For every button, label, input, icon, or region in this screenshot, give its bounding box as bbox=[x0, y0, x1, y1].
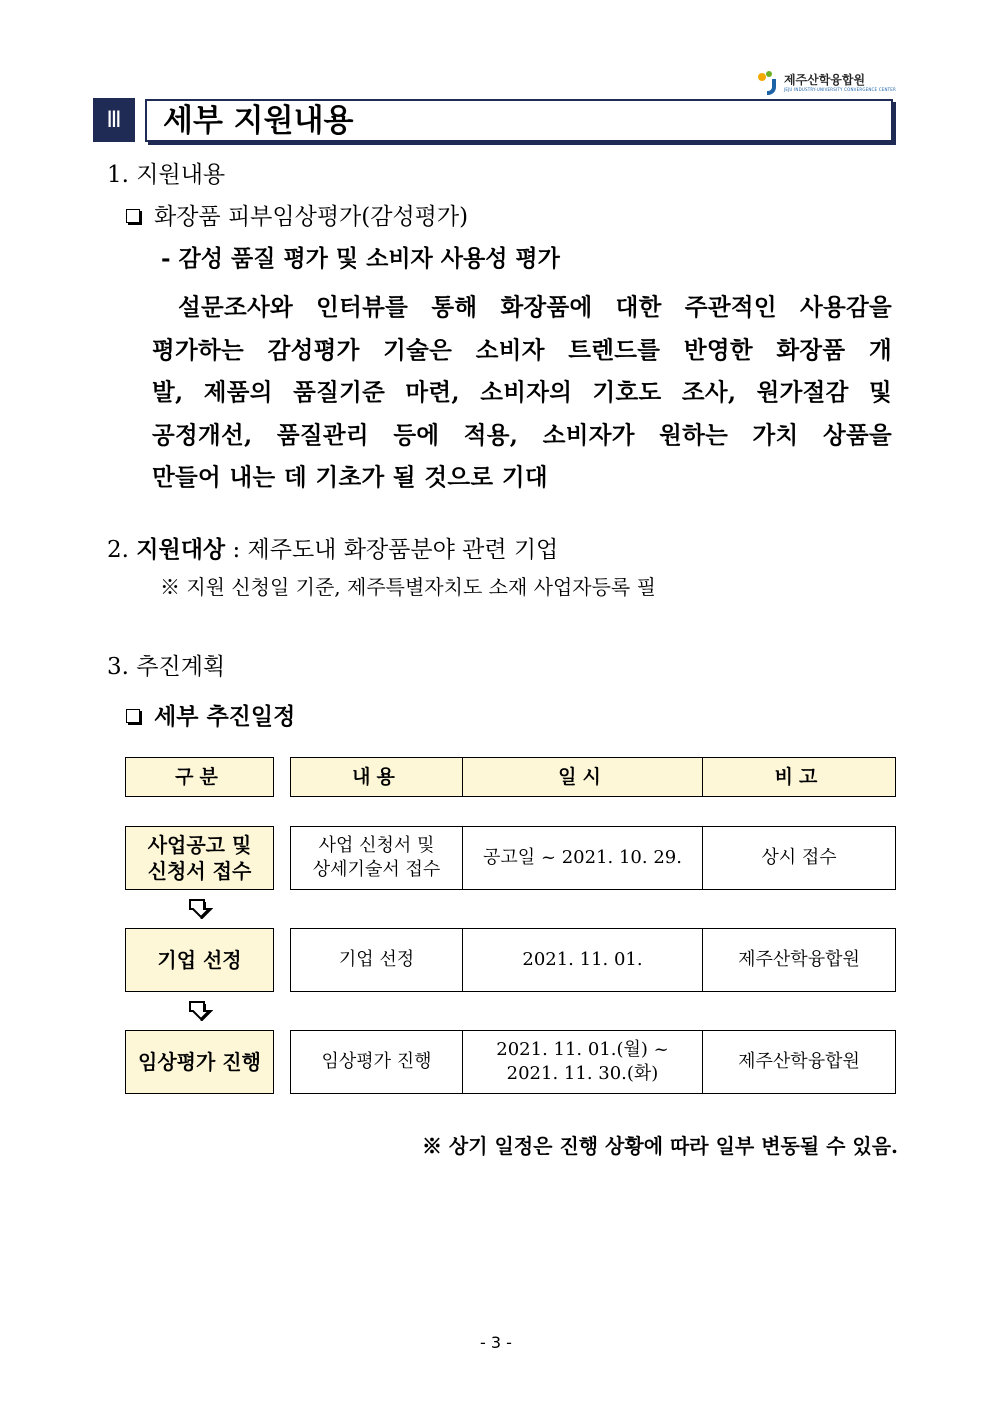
item3-bullet: 세부 추진일정 bbox=[154, 703, 296, 730]
item3-title: 3. 추진계획 bbox=[107, 654, 226, 680]
item2-note: ※ 지원 신청일 기준, 제주특별자치도 소재 사업자등록 필 bbox=[160, 575, 656, 599]
item2-value: : 제주도내 화장품분야 관련 기업 bbox=[232, 537, 559, 563]
table-row-remark: 상시 접수 bbox=[702, 826, 896, 890]
section-number: Ⅲ bbox=[93, 98, 135, 142]
item1-bullet-row bbox=[126, 202, 468, 232]
paragraph-line: 만들어 내는 데 기초가 될 것으로 기대 bbox=[152, 463, 548, 491]
paragraph-line: 평가하는 감성평가 기술은 소비자 트렌드를 반영한 화장품 개 bbox=[152, 335, 892, 364]
table-row-date: 2021. 11. 01.(월) ~ 2021. 11. 30.(화) bbox=[462, 1030, 703, 1094]
header-content: 내용 bbox=[290, 757, 463, 797]
header-category: 구분 bbox=[125, 757, 274, 797]
table-row-remark: 제주산학융합원 bbox=[702, 1030, 896, 1094]
down-arrow-icon bbox=[187, 999, 213, 1021]
item2-label: 지원대상 bbox=[136, 536, 226, 563]
item1-paragraph bbox=[152, 286, 892, 499]
table-row-content: 기업 선정 bbox=[290, 928, 463, 992]
item3-bullet-row bbox=[126, 702, 295, 732]
section-title: 세부 지원내용 bbox=[163, 103, 354, 139]
table-row-step: 사업공고 및 신청서 접수 bbox=[125, 826, 274, 890]
item2-row bbox=[107, 535, 558, 565]
item1-bullet: 화장품 피부임상평가(감성평가) bbox=[154, 204, 469, 230]
schedule-footnote: ※ 상기 일정은 진행 상황에 따라 일부 변동될 수 있음. bbox=[421, 1134, 898, 1158]
item2-number: 2. bbox=[107, 537, 129, 563]
square-bullet-icon bbox=[126, 209, 140, 223]
header-logo bbox=[758, 70, 896, 96]
table-row-content: 임상평가 진행 bbox=[290, 1030, 463, 1094]
header-date: 일시 bbox=[462, 757, 703, 797]
logo-subtext: JEJU INDUSTRY-UNIVERSITY CONVERGENCE CENTER bbox=[783, 87, 896, 92]
item1-title: 1. 지원내용 bbox=[107, 162, 226, 188]
paragraph-line: 설문조사와 인터뷰를 통해 화장품에 대한 주관적인 사용감을 bbox=[178, 293, 892, 321]
logo-text: 제주산학융합원 bbox=[783, 73, 866, 87]
table-row-content: 사업 신청서 및 상세기술서 접수 bbox=[290, 826, 463, 890]
table-row-step: 기업 선정 bbox=[125, 928, 274, 992]
table-row-date: 공고일 ~ 2021. 10. 29. bbox=[462, 826, 703, 890]
table-row-date: 2021. 11. 01. bbox=[462, 928, 703, 992]
logo-mark-icon bbox=[758, 71, 780, 95]
header-remark: 비고 bbox=[702, 757, 896, 797]
table-row-remark: 제주산학융합원 bbox=[702, 928, 896, 992]
down-arrow-icon bbox=[187, 897, 213, 919]
paragraph-line: 공정개선, 품질관리 등에 적용, 소비자가 원하는 가치 상품을 bbox=[152, 420, 892, 449]
table-row-step: 임상평가 진행 bbox=[125, 1030, 274, 1094]
paragraph-line: 발, 제품의 품질기준 마련, 소비자의 기호도 조사, 원가절감 및 bbox=[152, 378, 892, 406]
square-bullet-icon bbox=[126, 709, 140, 723]
item1-sub: - 감성 품질 평가 및 소비자 사용성 평가 bbox=[161, 245, 560, 272]
page-number: - 3 - bbox=[480, 1333, 512, 1352]
